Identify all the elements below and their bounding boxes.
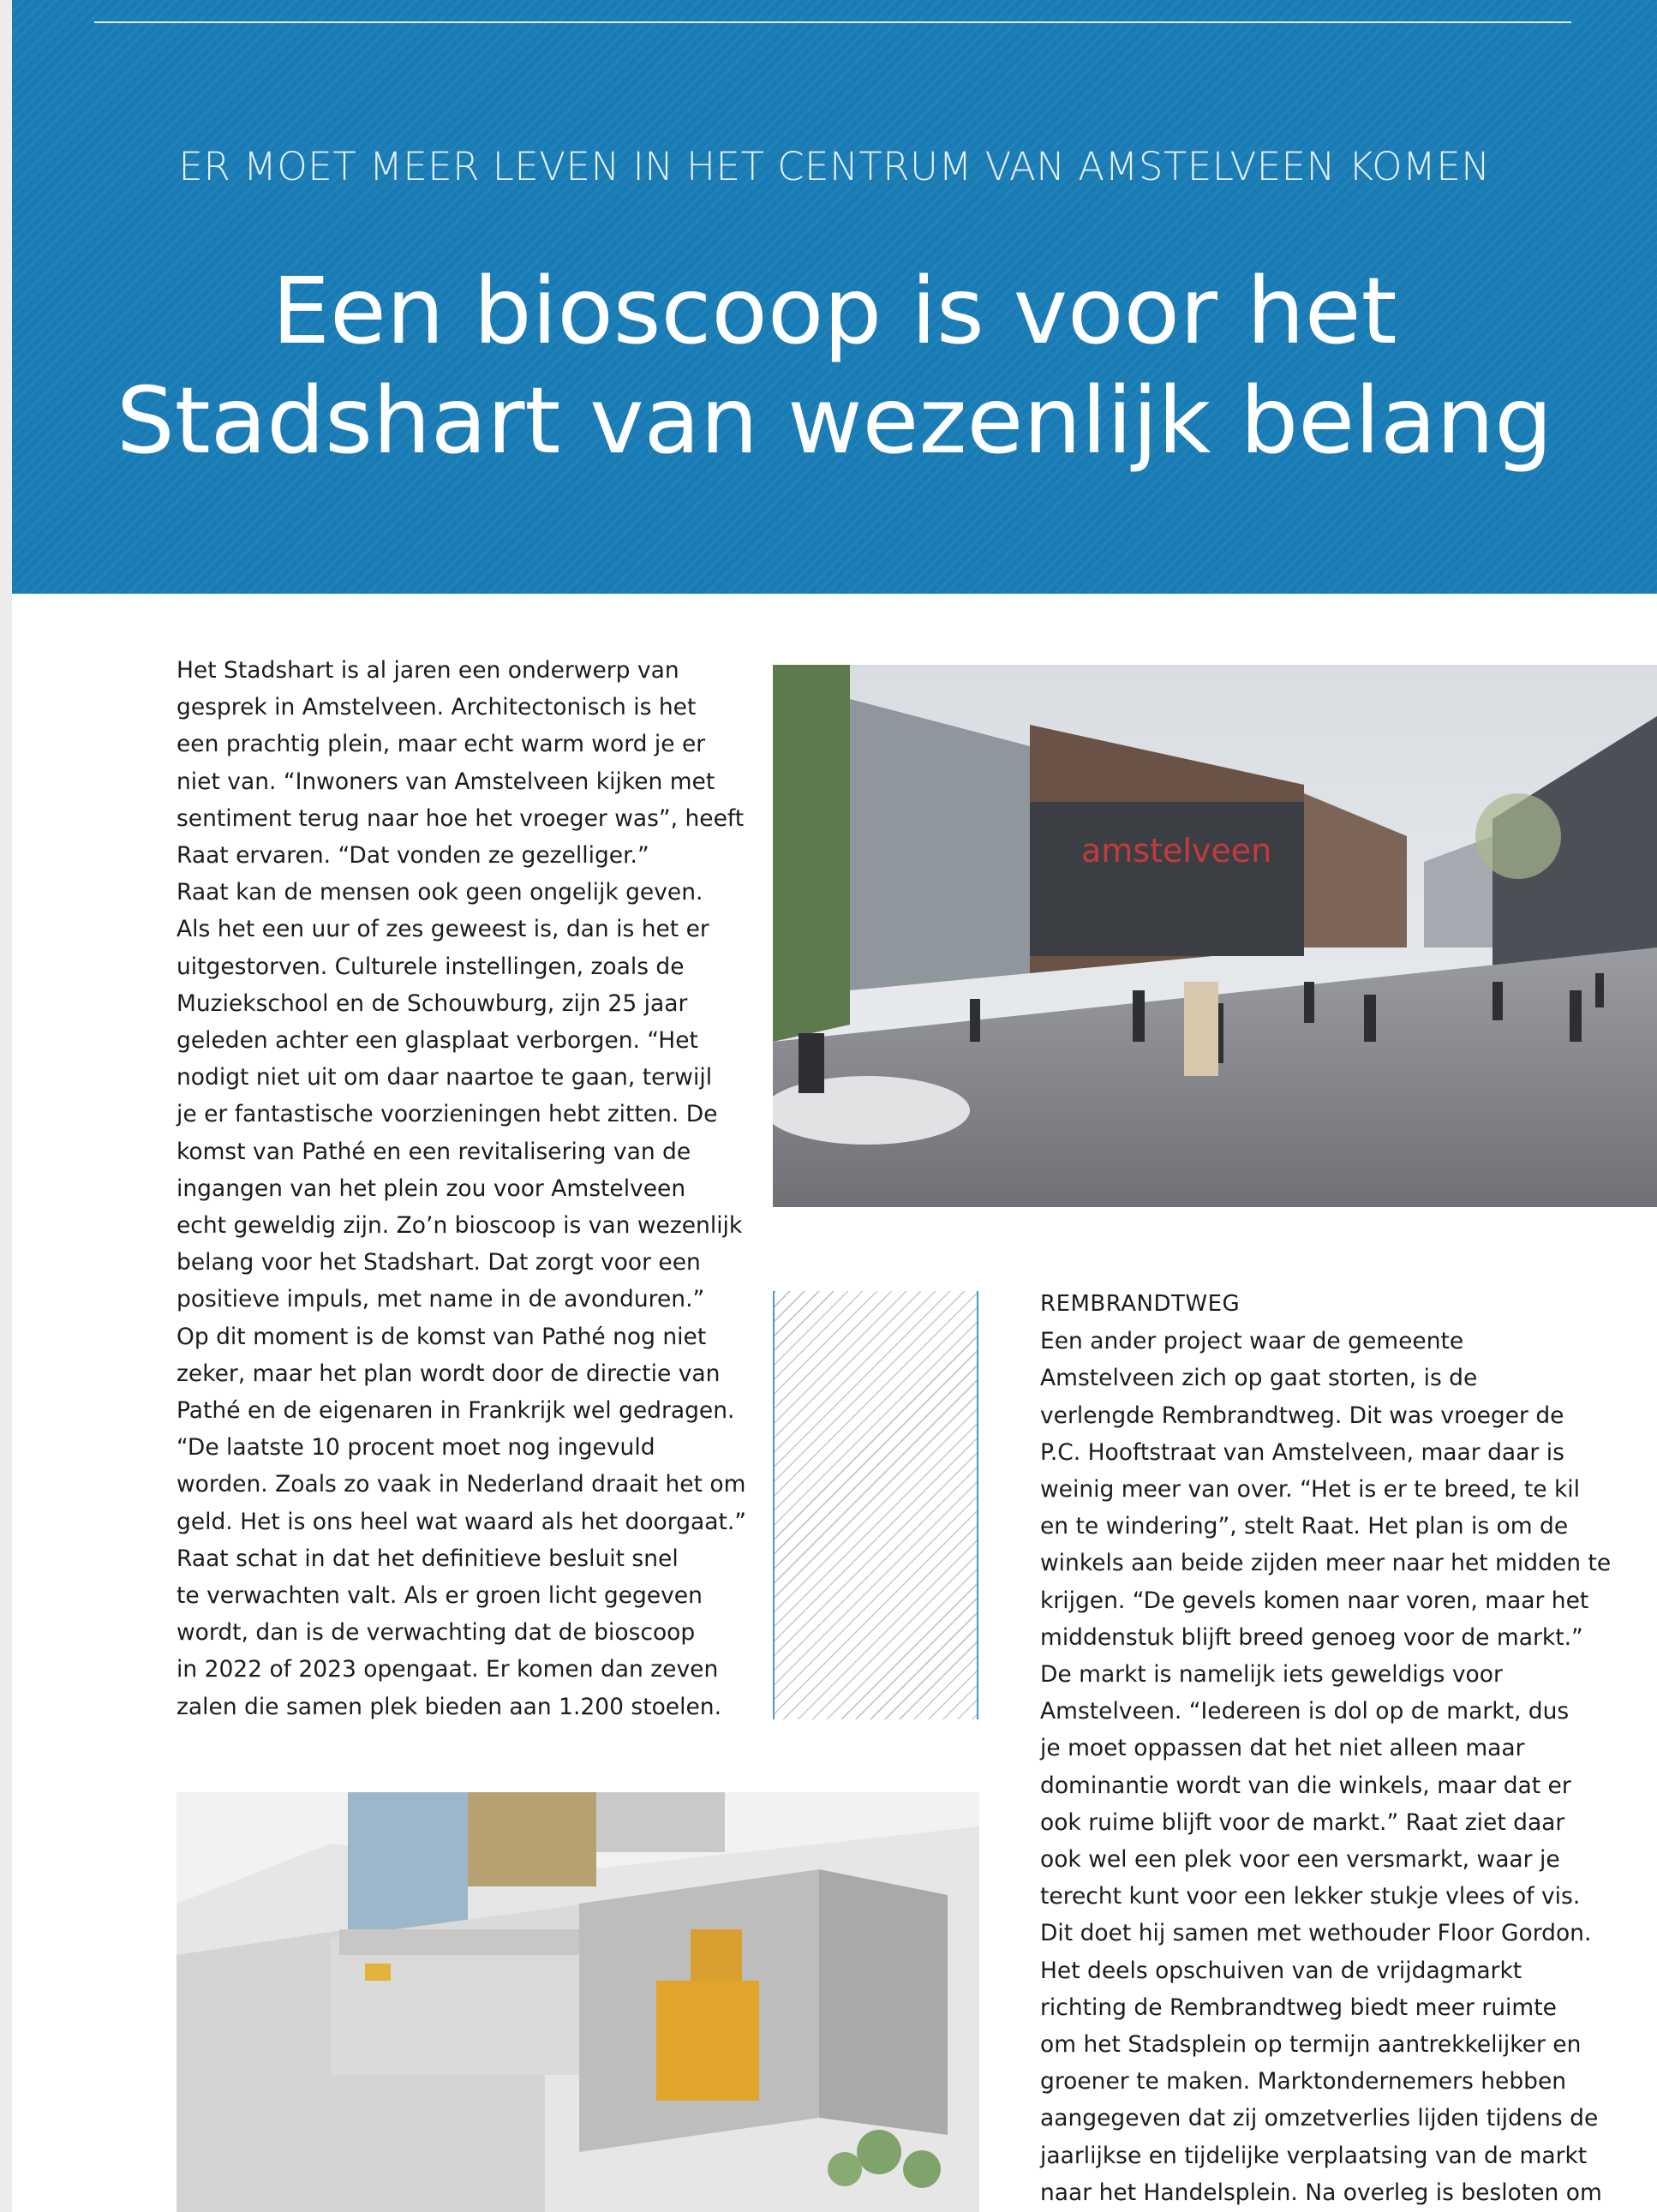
body-text-line: te verwachten valt. Als er groen licht gegeven	[176, 1582, 703, 1610]
body-text-line: echt geweldig zijn. Zo’n bioscoop is van wezenlijk	[176, 1212, 743, 1240]
storefront-sign: amstelveen	[1081, 832, 1272, 870]
body-text-line: in 2022 of 2023 opengaat. Er komen dan zeven	[176, 1656, 719, 1683]
body-text-line: Het Stadshart is al jaren een onderwerp van	[176, 657, 679, 684]
body-text-line: om het Stadsplein op termijn aantrekkelijker en	[1040, 2031, 1582, 2059]
headline-line: Stadshart van wezenlijk belang	[116, 368, 1553, 475]
body-text-line: Raat ervaren. “Dat vonden ze gezelliger.”	[176, 842, 649, 870]
headline-line: Een bioscoop is voor het	[272, 259, 1397, 365]
body-text-line: wordt, dan is de verwachting dat de bioscoop	[176, 1619, 696, 1647]
left-text-column	[176, 652, 746, 1725]
body-text-line: aangegeven dat zij omzetverlies lijden tijdens de	[1040, 2105, 1599, 2132]
body-text-line: naar het Handelsplein. Na overleg is besloten om	[1040, 2179, 1602, 2206]
body-text-line: Dit doet hij samen met wethouder Floor Gordon.	[1040, 1920, 1592, 1947]
body-text-line: niet van. “Inwoners van Amstelveen kijken met	[176, 768, 715, 795]
decorative-hatch-panel	[773, 1291, 978, 1719]
body-text-line: zalen die samen plek bieden aan 1.200 stoelen.	[176, 1693, 721, 1720]
body-text-line: geleden achter een glasplaat verborgen. “Het	[176, 1027, 698, 1055]
body-text-line: belang voor het Stadshart. Dat zorgt voor een	[176, 1249, 701, 1276]
stadshart-rendering-photo	[773, 665, 1657, 1207]
body-text-line: ingangen van het plein zou voor Amstelveen	[176, 1175, 686, 1202]
header-rule	[94, 21, 1571, 23]
body-text-line: sentiment terug naar hoe het vroeger was”, heeft	[176, 804, 745, 832]
body-text-line: Muziekschool en de Schouwburg, zijn 25 jaar	[176, 989, 688, 1017]
article-header-banner	[12, 0, 1657, 594]
body-text-line: zeker, maar het plan wordt door de directie van	[176, 1360, 721, 1387]
body-text-line: worden. Zoals zo vaak in Nederland draait het om	[176, 1471, 746, 1498]
body-text-line: Een ander project waar de gemeente	[1040, 1328, 1464, 1355]
body-text-line: nodigt niet uit om daar naartoe te gaan, terwijl	[176, 1064, 713, 1091]
cinema-building-rendering	[176, 1792, 979, 2212]
body-text-line: Als het een uur of zes geweest is, dan is het er	[176, 916, 709, 943]
body-text-line: terecht kunt voor een lekker stukje vlees of vis.	[1040, 1883, 1581, 1910]
section-heading: REMBRANDTWEG	[1040, 1291, 1241, 1317]
body-text-line: krijgen. “De gevels komen naar voren, maar het	[1040, 1587, 1589, 1614]
body-text-line: weinig meer van over. “Het is er te breed, te kil	[1040, 1476, 1581, 1504]
body-text-line: Amstelveen zich op gaat storten, is de	[1040, 1365, 1478, 1392]
body-text-line: Raat schat in dat het definitieve besluit snel	[176, 1545, 679, 1572]
article-kicker: ER MOET MEER LEVEN IN HET CENTRUM VAN AMSTELVEEN KOMEN	[178, 144, 1491, 189]
page-edge-shadow	[0, 0, 12, 2212]
body-text-line: je er fantastische voorzieningen hebt zitten. De	[176, 1101, 718, 1128]
body-text-line: je moet oppassen dat het niet alleen maar	[1040, 1735, 1525, 1762]
right-text-column	[1040, 1286, 1611, 2211]
body-text-line: Pathé en de eigenaren in Frankrijk wel gedragen.	[176, 1397, 735, 1425]
body-text-line: richting de Rembrandtweg biedt meer ruimte	[1040, 1994, 1557, 2021]
body-text-line: komst van Pathé en een revitalisering van de	[176, 1138, 691, 1165]
body-text-line: middenstuk blijft breed genoeg voor de markt.”	[1040, 1623, 1583, 1651]
body-text-line: ook wel een plek voor een versmarkt, waar je	[1040, 1846, 1560, 1874]
body-text-line: Het deels opschuiven van de vrijdagmarkt	[1040, 1957, 1522, 1984]
body-text-line: Op dit moment is de komst van Pathé nog niet	[176, 1323, 707, 1350]
body-text-line: verlengde Rembrandtweg. Dit was vroeger de	[1040, 1402, 1564, 1429]
body-text-line: een prachtig plein, maar echt warm word je er	[176, 731, 706, 758]
body-text-line: Amstelveen. “Iedereen is dol op de markt, dus	[1040, 1698, 1570, 1725]
body-text-line: positieve impuls, met name in de avonduren.”	[176, 1286, 705, 1313]
body-text-line: jaarlijkse en tijdelijke verplaatsing van de markt	[1040, 2142, 1588, 2169]
body-text-line: gesprek in Amstelveen. Architectonisch is het	[176, 694, 697, 721]
body-text-line: ook ruime blijft voor de markt.” Raat ziet daar	[1040, 1808, 1565, 1836]
body-text-line: groener te maken. Marktondernemers hebben	[1040, 2068, 1567, 2095]
body-text-line: uitgestorven. Culturele instellingen, zoals de	[176, 953, 685, 980]
body-text-line: Raat kan de mensen ook geen ongelijk geven.	[176, 879, 703, 906]
body-text-line: “De laatste 10 procent moet nog ingevuld	[176, 1434, 655, 1462]
body-text-line: P.C. Hooftstraat van Amstelveen, maar daar is	[1040, 1438, 1564, 1466]
body-text-line: dominantie wordt van die winkels, maar dat er	[1040, 1772, 1571, 1799]
article-headline	[12, 257, 1657, 476]
body-text-line: winkels aan beide zijden meer naar het midden te	[1040, 1550, 1612, 1577]
body-text-line: De markt is namelijk iets geweldigs voor	[1040, 1661, 1503, 1689]
body-text-line: en te windering”, stelt Raat. Het plan is om de	[1040, 1513, 1569, 1540]
body-text-line: geld. Het is ons heel wat waard als het doorgaat.”	[176, 1508, 747, 1535]
